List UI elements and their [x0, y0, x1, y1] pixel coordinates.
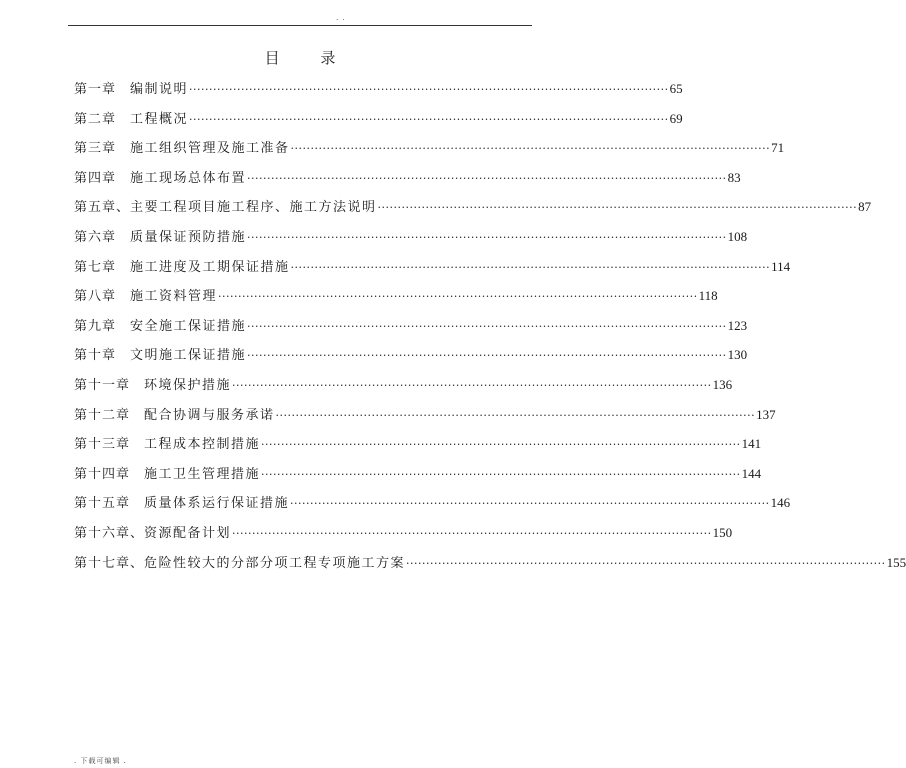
toc-entry[interactable]	[74, 346, 748, 376]
toc-title: 危险性较大的分部分项工程专项施工方案	[144, 555, 406, 571]
toc-dot-leader: ························································································································	[247, 319, 727, 333]
toc-dot-leader: ························································································································	[232, 526, 712, 540]
toc-page-number: 130	[727, 347, 748, 363]
toc-entry[interactable]	[74, 524, 733, 554]
toc-entry[interactable]	[74, 139, 785, 169]
toc-chapter-label: 第七章	[74, 259, 117, 275]
toc-page-number: 146	[770, 495, 791, 511]
toc-entry[interactable]	[74, 317, 748, 347]
toc-dot-leader: ························································································································	[290, 497, 770, 511]
toc-page-number: 65	[669, 81, 683, 96]
toc-page-number: 150	[712, 524, 733, 540]
toc-dot-leader: ························································································································	[275, 408, 756, 422]
toc-page-number: 141	[741, 436, 762, 452]
toc-dot-leader: ························································································································	[232, 378, 712, 392]
toc-entry[interactable]	[74, 494, 791, 524]
page-title: 目 录	[264, 49, 354, 67]
toc-title: 主要工程项目施工程序、施工方法说明	[130, 200, 377, 216]
toc-entry[interactable]	[74, 169, 741, 199]
toc-title: 施工组织管理及施工准备	[130, 141, 290, 157]
toc-chapter-label: 第四章	[74, 170, 117, 186]
toc-title: 配合协调与服务承诺	[144, 407, 275, 423]
toc-dot-leader: ························································································································	[261, 467, 741, 481]
toc-entry[interactable]	[74, 80, 683, 110]
toc-chapter-label: 第三章	[74, 141, 117, 157]
toc-title: 施工卫生管理措施	[144, 466, 261, 482]
toc-entry[interactable]	[74, 406, 776, 436]
toc-page-number: 108	[727, 228, 748, 244]
toc-page-number: 136	[712, 376, 733, 392]
toc-title: 工程成本控制措施	[144, 437, 261, 453]
toc-page-number: 137	[756, 406, 776, 422]
toc-dot-leader: ························································································································	[290, 260, 771, 274]
table-of-contents	[74, 80, 906, 583]
toc-entry[interactable]	[74, 376, 733, 406]
toc-chapter-label: 第十一章	[74, 377, 131, 393]
toc-page-number: 144	[741, 465, 762, 481]
toc-title: 安全施工保证措施	[130, 318, 247, 334]
toc-chapter-label: 第六章	[74, 229, 117, 245]
toc-entry[interactable]	[74, 228, 748, 258]
toc-page-number: 114	[771, 258, 791, 274]
toc-page-number: 118	[698, 288, 718, 304]
toc-entry[interactable]	[74, 465, 762, 495]
toc-dot-leader: ························································································································	[406, 556, 886, 570]
toc-chapter-label: 第十章	[74, 348, 117, 364]
toc-entry[interactable]	[74, 258, 791, 288]
toc-chapter-label: 第八章	[74, 289, 117, 305]
toc-entry[interactable]	[74, 110, 683, 140]
toc-title: 施工资料管理	[130, 289, 218, 305]
toc-dot-leader: ························································································································	[261, 438, 741, 452]
toc-dot-leader: ························································································································	[189, 83, 669, 96]
toc-dot-leader: ························································································································	[247, 230, 727, 244]
toc-title: 资源配备计划	[144, 525, 232, 541]
toc-page-number: 155	[886, 554, 906, 570]
toc-title: 质量保证预防措施	[130, 229, 247, 245]
toc-chapter-label: 第九章	[74, 318, 117, 334]
toc-entry[interactable]	[74, 554, 906, 584]
toc-title: 工程概况	[130, 111, 189, 127]
toc-dot-leader: ························································································································	[290, 142, 771, 156]
toc-title: 文明施工保证措施	[130, 348, 247, 364]
toc-chapter-label: 第十二章	[74, 407, 131, 423]
toc-chapter-label: 第十四章	[74, 466, 131, 482]
toc-chapter-label: 第十三章	[74, 437, 131, 453]
footer-text: . 下载可编辑 .	[74, 757, 127, 765]
toc-title: 环境保护措施	[144, 377, 232, 393]
toc-chapter-label: 第五章、	[74, 200, 131, 216]
toc-title: 编制说明	[130, 82, 189, 97]
toc-title: 质量体系运行保证措施	[144, 496, 290, 512]
toc-entry[interactable]	[74, 435, 762, 465]
toc-dot-leader: ························································································································	[247, 349, 727, 363]
header-dots: . .	[336, 14, 346, 22]
toc-title: 施工进度及工期保证措施	[130, 259, 290, 275]
header-rule	[68, 25, 532, 26]
toc-page-number: 71	[771, 140, 785, 156]
toc-chapter-label: 第一章	[74, 82, 117, 97]
toc-chapter-label: 第二章	[74, 111, 117, 127]
toc-entry[interactable]	[74, 287, 718, 317]
toc-dot-leader: ························································································································	[377, 201, 858, 215]
toc-dot-leader: ························································································································	[218, 290, 698, 304]
toc-page-number: 83	[727, 169, 741, 185]
toc-chapter-label: 第十五章	[74, 496, 131, 512]
toc-page-number: 123	[727, 317, 748, 333]
toc-dot-leader: ························································································································	[189, 112, 669, 126]
toc-chapter-label: 第十七章、	[74, 555, 145, 571]
toc-page-number: 87	[858, 199, 872, 215]
toc-page-number: 69	[669, 110, 683, 126]
toc-entry[interactable]	[74, 198, 872, 228]
toc-chapter-label: 第十六章、	[74, 525, 145, 541]
toc-dot-leader: ························································································································	[247, 171, 727, 185]
toc-title: 施工现场总体布置	[130, 170, 247, 186]
